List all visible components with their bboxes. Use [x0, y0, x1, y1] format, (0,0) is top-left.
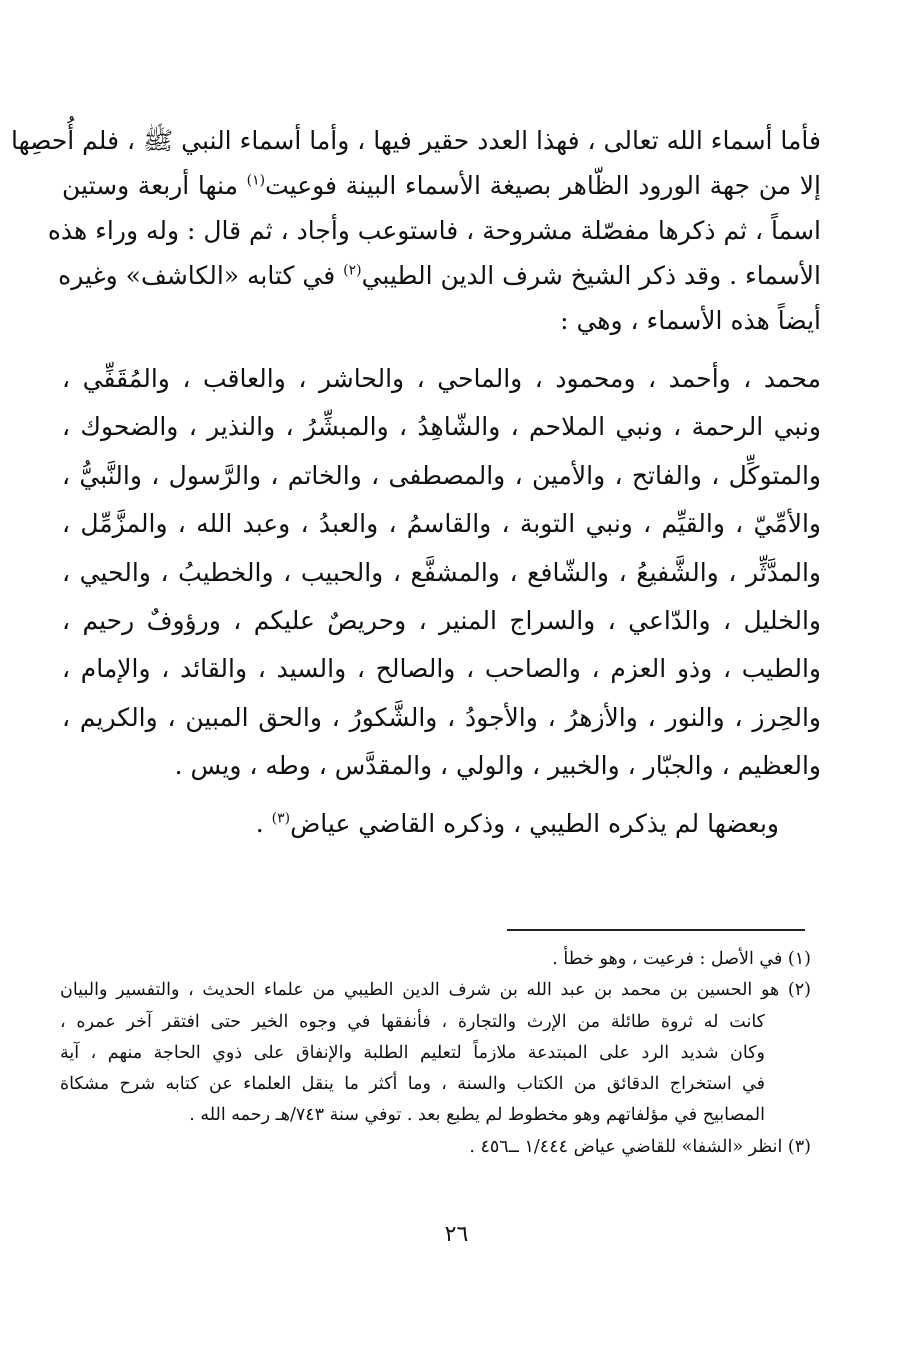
intro-line-2 [62, 163, 821, 208]
footnote-2-line-4: في استخراج الدقائق من الكتاب والسنة ، وما أكثر ما ينقل العلماء عن كتابه شرح مشكاة [60, 1074, 765, 1095]
footnote-2-line-5: المصابيح في مؤلفاتهم وهو مخطوط لم يطبع بعد . توفي سنة ٧٤٣/هـ رحمه الله . [189, 1105, 765, 1126]
footnote-marker-3: (٣) [271, 810, 291, 827]
closing-tail: . [255, 808, 272, 838]
names-line: محمد ، وأحمد ، ومحمود ، والماحي ، والحاشر ، والعاقب ، والمُقَفِّي ، [62, 364, 821, 393]
footnote-2-line-3: وكان شديد الرد على المبتدعة ملازماً لتعليم الطلبة والإنفاق على ذوي الحاجة منهم ، آية [60, 1042, 765, 1063]
intro-line-2-text: إلا من جهة الورود الظّاهر بصيغة الأسماء البينة فوعيت [265, 171, 821, 200]
footnote-1: (١) في الأصل : فرعيت ، وهو خطأ . [552, 949, 811, 969]
names-line: والحِرز ، والنور ، والأزهرُ ، والأجودُ ، والشَّكورُ ، والحق المبين ، والكريم ، [62, 702, 821, 732]
names-line: والطيب ، وذو العزم ، والصاحب ، والصالح ، والسيد ، والقائد ، والإمام ، [62, 654, 821, 684]
closing-text: وبعضها لم يذكره الطيبي ، وذكره القاضي عياض [290, 808, 779, 838]
names-line: والأمِّيّ ، والقيِّم ، ونبي التوبة ، والقاسمُ ، والعبدُ ، وعبد الله ، والمزَّمِّل ، [62, 509, 821, 539]
names-line: والمتوكِّل ، والفاتح ، والأمين ، والمصطفى ، والخاتم ، والرَّسول ، والنَّبيُّ ، [62, 460, 821, 490]
intro-line-4-text: الأسماء . وقد ذكر الشيخ شرف الدين الطيبي [361, 261, 821, 290]
names-line: والمدَّثِّر ، والشَّفيعُ ، والشّافع ، والمشفَّع ، والحبيب ، والخطيبُ ، والحيي ، [62, 557, 821, 587]
footnote-separator [507, 929, 805, 931]
footnote-2-line-2: كانت له ثروة طائلة من الإرث والتجارة ، فأنفقها في وجوه الخير حتى افتقر آخر عمره ، [60, 1011, 765, 1032]
names-list [62, 355, 821, 791]
intro-line-3: اسماً ، ثم ذكرها مفصّلة مشروحة ، فاستوعب وأجاد ، ثم قال : وله وراء هذه [47, 216, 821, 245]
footnote-2-line-1: (٢) هو الحسين بن محمد بن عبد الله بن شرف الدين الطيبي من علماء الحديث ، والتفسير والبيان [60, 980, 811, 1001]
closing-line [62, 801, 779, 846]
footnote-marker-2: (٢) [343, 262, 362, 279]
page-number: ٢٦ [444, 1222, 469, 1247]
intro-paragraph [11, 118, 821, 343]
intro-line-4-tail: في كتابه «الكاشف» وغيره [58, 261, 344, 290]
intro-line-5: أيضاً هذه الأسماء ، وهي : [560, 306, 821, 335]
footnote-3: (٣) انظر «الشفا» للقاضي عياض ١/٤٤٤ ــ٤٥٦ . [469, 1136, 811, 1157]
names-line: والعظيم ، والجبّار ، والخبير ، والولي ، والمقدَّس ، وطه ، ويس . [174, 751, 821, 781]
footnotes [60, 944, 811, 1163]
intro-line-2-tail: منها أربعة وستين [62, 171, 247, 200]
intro-line-1: فأما أسماء الله تعالى ، فهذا العدد حقير فيها ، وأما أسماء النبي ﷺ ، فلم أُحصِها [11, 126, 821, 155]
names-line: ونبي الرحمة ، ونبي الملاحم ، والشّاهِدُ ، والمبشِّرُ ، والنذير ، والضحوك ، [62, 412, 821, 442]
names-line: والخليل ، والدّاعي ، والسراج المنير ، وحريصٌ عليكم ، ورؤوفٌ رحيم ، [62, 606, 821, 636]
footnote-marker-1: (١) [246, 172, 266, 189]
closing-paragraph [62, 801, 821, 846]
intro-line-4 [58, 253, 821, 298]
